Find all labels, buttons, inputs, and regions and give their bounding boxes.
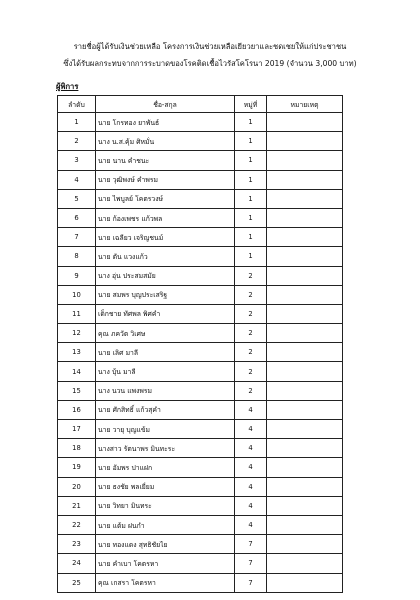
row-remark bbox=[267, 113, 343, 132]
row-remark bbox=[267, 573, 343, 592]
row-remark bbox=[267, 151, 343, 170]
row-number: 7 bbox=[58, 228, 96, 247]
row-number: 14 bbox=[58, 362, 96, 381]
row-village: 2 bbox=[235, 266, 267, 285]
row-number: 10 bbox=[58, 285, 96, 304]
row-remark bbox=[267, 247, 343, 266]
row-name: นาย เฉลียว เจริญชนม์ bbox=[96, 228, 235, 247]
row-name: นาย วายุ บุญแข้ม bbox=[96, 420, 235, 439]
row-remark bbox=[267, 324, 343, 343]
row-name: นาย ทองแดง สุทธิชัยไย bbox=[96, 535, 235, 554]
row-number: 20 bbox=[58, 477, 96, 496]
beneficiary-table bbox=[57, 95, 343, 593]
row-village: 7 bbox=[235, 573, 267, 592]
row-village: 2 bbox=[235, 285, 267, 304]
document-title-line-2: ซึ่งได้รับผลกระทบจากการระบาดของโรคติดเชื้อไวรัสโคโรนา 2019 (จำนวน 3,000 บาท) bbox=[63, 59, 357, 68]
row-village: 4 bbox=[235, 439, 267, 458]
row-remark bbox=[267, 266, 343, 285]
row-number: 19 bbox=[58, 458, 96, 477]
table-row bbox=[58, 285, 343, 304]
row-name: นาย นาน คำชนะ bbox=[96, 151, 235, 170]
row-number: 17 bbox=[58, 420, 96, 439]
table-row bbox=[58, 247, 343, 266]
row-number: 21 bbox=[58, 496, 96, 515]
row-remark bbox=[267, 362, 343, 381]
row-village: 1 bbox=[235, 189, 267, 208]
row-name: นาย อัมพร ปาแฝก bbox=[96, 458, 235, 477]
table-row bbox=[58, 208, 343, 227]
row-village: 4 bbox=[235, 400, 267, 419]
row-village: 2 bbox=[235, 362, 267, 381]
row-name: นาง อุ่น ประสมสมัย bbox=[96, 266, 235, 285]
row-number: 15 bbox=[58, 381, 96, 400]
row-village: 4 bbox=[235, 477, 267, 496]
row-remark bbox=[267, 381, 343, 400]
row-remark bbox=[267, 400, 343, 419]
header-village: หมู่ที่ bbox=[235, 96, 267, 113]
row-name: นาย ก้องเพชร แก้วพล bbox=[96, 208, 235, 227]
row-number: 18 bbox=[58, 439, 96, 458]
table-row bbox=[58, 304, 343, 323]
row-number: 6 bbox=[58, 208, 96, 227]
row-number: 22 bbox=[58, 515, 96, 534]
row-number: 12 bbox=[58, 324, 96, 343]
row-number: 23 bbox=[58, 535, 96, 554]
row-number: 3 bbox=[58, 151, 96, 170]
row-remark bbox=[267, 477, 343, 496]
row-remark bbox=[267, 458, 343, 477]
row-name: นาง บุ้น มาลี bbox=[96, 362, 235, 381]
table-row bbox=[58, 151, 343, 170]
table-row bbox=[58, 381, 343, 400]
row-name: คุณ เกสรา โคตรหา bbox=[96, 573, 235, 592]
row-name: นาย ไพบูลย์ โคตรวงษ์ bbox=[96, 189, 235, 208]
table-header-row bbox=[58, 96, 343, 113]
row-number: 11 bbox=[58, 304, 96, 323]
row-number: 4 bbox=[58, 170, 96, 189]
row-name: นาย คำเบา โคตรหา bbox=[96, 554, 235, 573]
row-name: นาง น.ส.คุ้ม ศิหมั่น bbox=[96, 132, 235, 151]
table-row bbox=[58, 400, 343, 419]
table-row bbox=[58, 228, 343, 247]
row-village: 1 bbox=[235, 247, 267, 266]
table-row bbox=[58, 324, 343, 343]
table-row bbox=[58, 477, 343, 496]
row-name: นาย วุฒิพงษ์ คำพรม bbox=[96, 170, 235, 189]
row-village: 1 bbox=[235, 113, 267, 132]
table-row bbox=[58, 266, 343, 285]
row-remark bbox=[267, 343, 343, 362]
table-row bbox=[58, 496, 343, 515]
row-number: 5 bbox=[58, 189, 96, 208]
row-name: นาย ธงชัย พลเยี่ยม bbox=[96, 477, 235, 496]
row-remark bbox=[267, 189, 343, 208]
table-row bbox=[58, 458, 343, 477]
row-village: 4 bbox=[235, 515, 267, 534]
table-row bbox=[58, 515, 343, 534]
row-number: 13 bbox=[58, 343, 96, 362]
row-remark bbox=[267, 285, 343, 304]
row-name: คุณ ภควัต วิเศษ bbox=[96, 324, 235, 343]
row-number: 9 bbox=[58, 266, 96, 285]
row-remark bbox=[267, 554, 343, 573]
table-row bbox=[58, 113, 343, 132]
row-village: 7 bbox=[235, 554, 267, 573]
row-village: 2 bbox=[235, 324, 267, 343]
row-village: 4 bbox=[235, 420, 267, 439]
row-village: 7 bbox=[235, 535, 267, 554]
row-village: 2 bbox=[235, 343, 267, 362]
row-number: 25 bbox=[58, 573, 96, 592]
row-name: นาย วิทยา มินทระ bbox=[96, 496, 235, 515]
row-name: นาย ศักสิทธิ์ แก้วสุคำ bbox=[96, 400, 235, 419]
row-remark bbox=[267, 208, 343, 227]
table-row bbox=[58, 573, 343, 592]
row-remark bbox=[267, 515, 343, 534]
table-row bbox=[58, 343, 343, 362]
table-row bbox=[58, 439, 343, 458]
table-row bbox=[58, 554, 343, 573]
row-number: 2 bbox=[58, 132, 96, 151]
row-name: นาย เลิศ มาลี bbox=[96, 343, 235, 362]
row-number: 16 bbox=[58, 400, 96, 419]
table-row bbox=[58, 170, 343, 189]
row-name: นาย สมพร บุญประเสริฐ bbox=[96, 285, 235, 304]
group-label: ผู้พิการ bbox=[56, 82, 79, 91]
row-remark bbox=[267, 420, 343, 439]
document-title-line-1: รายชื่อผู้ได้รับเงินช่วยเหลือ โครงการเงินช่วยเหลือเยียวยาและชดเชยให้แก่ประชาชน bbox=[73, 42, 347, 51]
row-remark bbox=[267, 535, 343, 554]
row-village: 1 bbox=[235, 208, 267, 227]
table-row bbox=[58, 420, 343, 439]
row-name: เด็กชาย ทัศพล พิศคำ bbox=[96, 304, 235, 323]
row-village: 1 bbox=[235, 170, 267, 189]
row-number: 24 bbox=[58, 554, 96, 573]
row-village: 4 bbox=[235, 496, 267, 515]
table-row bbox=[58, 189, 343, 208]
row-village: 1 bbox=[235, 228, 267, 247]
header-name: ชื่อ-สกุล bbox=[96, 96, 235, 113]
table-row bbox=[58, 132, 343, 151]
row-name: นาย โกรทอง ยาพันธ์ bbox=[96, 113, 235, 132]
row-remark bbox=[267, 228, 343, 247]
row-name: นาย แต้ม ฝนกำ bbox=[96, 515, 235, 534]
row-remark bbox=[267, 439, 343, 458]
row-village: 1 bbox=[235, 151, 267, 170]
table-row bbox=[58, 362, 343, 381]
row-number: 8 bbox=[58, 247, 96, 266]
row-name: นาง นวน แพงพรม bbox=[96, 381, 235, 400]
row-number: 1 bbox=[58, 113, 96, 132]
row-name: นางสาว รัตนาพร มินทะระ bbox=[96, 439, 235, 458]
row-village: 2 bbox=[235, 304, 267, 323]
row-village: 1 bbox=[235, 132, 267, 151]
header-number: ลำดับ bbox=[58, 96, 96, 113]
row-village: 4 bbox=[235, 458, 267, 477]
row-village: 2 bbox=[235, 381, 267, 400]
row-name: นาย ตัน แวงแก้ว bbox=[96, 247, 235, 266]
header-remark: หมายเหตุ bbox=[267, 96, 343, 113]
row-remark bbox=[267, 304, 343, 323]
row-remark bbox=[267, 496, 343, 515]
table-row bbox=[58, 535, 343, 554]
row-remark bbox=[267, 132, 343, 151]
row-remark bbox=[267, 170, 343, 189]
